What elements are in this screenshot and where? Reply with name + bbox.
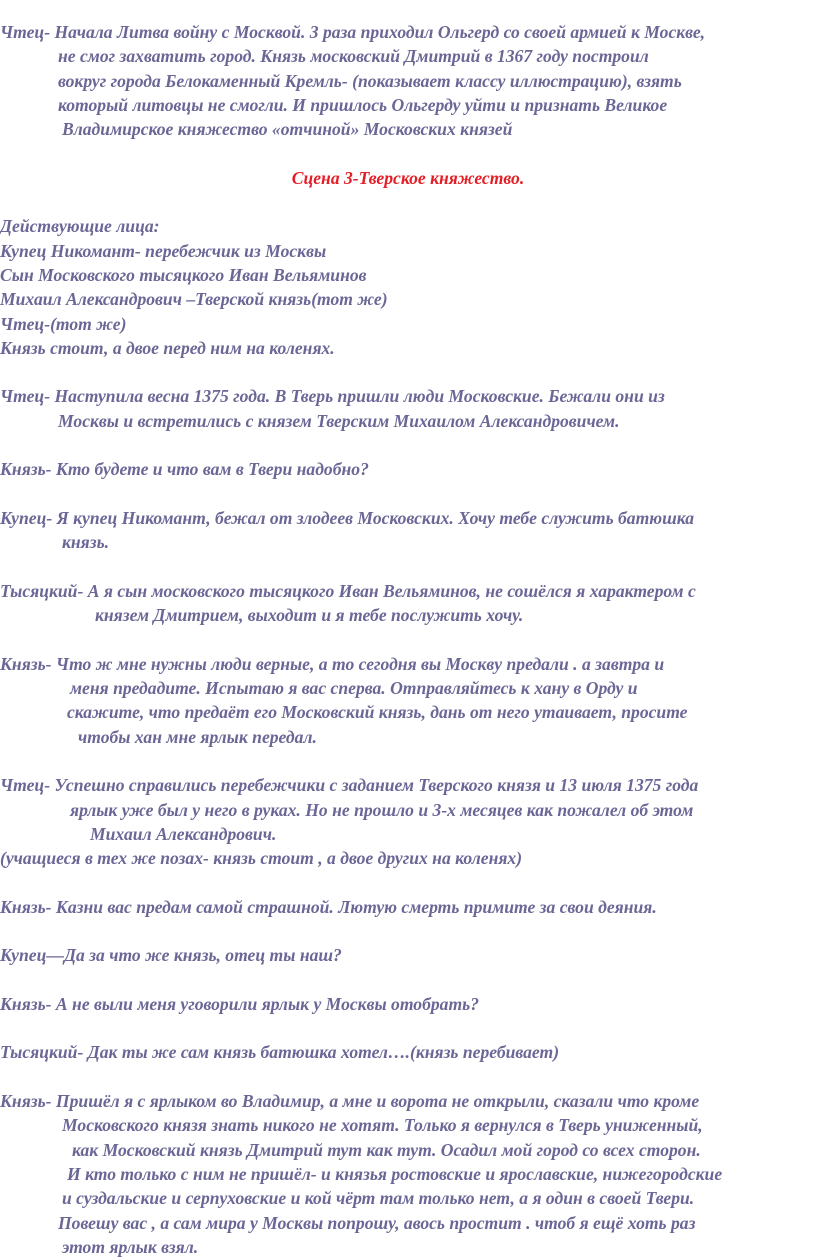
text-line: Князь- Что ж мне нужны люди верные, а то сегодня вы Москву предали . а завтра и bbox=[0, 653, 665, 674]
paragraph bbox=[0, 1089, 816, 1259]
text-line: Тысяцкий- А я сын московского тысяцкого Иван Вельяминов, не сошёлся я характером с bbox=[0, 580, 696, 601]
text-line: Князь стоит, а двое перед ним на коленях. bbox=[0, 337, 335, 358]
text-line: меня предадите. Испытаю я вас сперва. Отправляйтесь к хану в Орду и bbox=[70, 678, 638, 699]
text-line: вокруг города Белокаменный Кремль- (показывает классу иллюстрацию), взять bbox=[58, 70, 682, 91]
text-line: Чтец- Успешно справились перебежчики с заданием Тверского князя и 13 июля 1375 года bbox=[0, 775, 699, 796]
paragraph-spacer bbox=[0, 749, 816, 773]
paragraph-spacer bbox=[0, 1016, 816, 1040]
text-line: Купец—Да за что же князь, отец ты наш? bbox=[0, 945, 342, 966]
text-line: Чтец-(тот же) bbox=[0, 313, 127, 334]
text-line: Действующие лица: bbox=[0, 216, 160, 237]
text-line: Сын Московского тысяцкого Иван Вельяминов bbox=[0, 264, 367, 285]
text-line: (учащиеся в тех же позах- князь стоит , а двое других на коленях) bbox=[0, 848, 523, 869]
text-line: Московского князя знать никого не хотят. Только я вернулся в Тверь униженный, bbox=[62, 1115, 703, 1136]
paragraph bbox=[0, 506, 816, 555]
paragraph-spacer bbox=[0, 627, 816, 651]
paragraph bbox=[0, 214, 816, 360]
text-line: Тысяцкий- Дак ты же сам князь батюшка хотел….(князь перебивает) bbox=[0, 1042, 560, 1063]
text-line: Князь- Казни вас предам самой страшной. Лютую смерть примите за свои деяния. bbox=[0, 896, 657, 917]
paragraph bbox=[0, 652, 816, 749]
paragraph bbox=[0, 384, 816, 433]
paragraph-spacer bbox=[0, 360, 816, 384]
text-line: который литовцы не смогли. И пришлось Ольгерду уйти и признать Великое bbox=[58, 94, 668, 115]
paragraph-spacer bbox=[0, 482, 816, 506]
text-line: Владимирское княжество «отчиной» Московских князей bbox=[62, 119, 513, 140]
text-line: Москвы и встретились с князем Тверским Михаилом Александровичем. bbox=[58, 410, 620, 431]
text-line: Князь- Кто будете и что вам в Твери надобно? bbox=[0, 459, 369, 480]
text-line: не смог захватить город. Князь московский Дмитрий в 1367 году построил bbox=[58, 46, 649, 67]
paragraph-spacer bbox=[0, 870, 816, 894]
paragraph bbox=[0, 20, 816, 141]
paragraph-spacer bbox=[0, 968, 816, 992]
paragraph bbox=[0, 457, 816, 481]
text-line: Князь- Пришёл я с ярлыком во Владимир, а мне и ворота не открыли, сказали что кроме bbox=[0, 1091, 700, 1112]
paragraph bbox=[0, 166, 816, 190]
paragraph bbox=[0, 1040, 816, 1064]
text-line: Князь- А не выли меня уговорили ярлык у Москвы отобрать? bbox=[0, 993, 479, 1014]
text-line: скажите, что предаёт его Московский князь, дань от него утаивает, просите bbox=[67, 702, 688, 723]
paragraph bbox=[0, 579, 816, 628]
paragraph bbox=[0, 895, 816, 919]
text-line: этот ярлык взял. bbox=[62, 1236, 199, 1257]
paragraph-spacer bbox=[0, 919, 816, 943]
paragraph-spacer bbox=[0, 433, 816, 457]
text-line: Купец Никомант- перебежчик из Москвы bbox=[0, 240, 327, 261]
text-line: И кто только с ним не пришёл- и князья ростовские и ярославские, нижегородские bbox=[67, 1163, 723, 1184]
paragraph-spacer bbox=[0, 1065, 816, 1089]
text-line: чтобы хан мне ярлык передал. bbox=[78, 726, 317, 747]
text-line: Чтец- Наступила весна 1375 года. В Тверь пришли люди Московские. Бежали они из bbox=[0, 386, 665, 407]
paragraph-spacer bbox=[0, 190, 816, 214]
text-line: ярлык уже был у него в руках. Но не прошло и 3-х месяцев как пожалел об этом bbox=[70, 799, 694, 820]
paragraph bbox=[0, 773, 816, 870]
text-line: Михаил Александрович –Тверской князь(тот же) bbox=[0, 289, 388, 310]
text-line: Чтец- Начала Литва войну с Москвой. 3 раза приходил Ольгерд со своей армией к Москве, bbox=[0, 22, 706, 42]
scene-title: Сцена 3-Тверское княжество. bbox=[291, 167, 525, 188]
text-line: как Московский князь Дмитрий тут как тут. Осадил мой город со всех сторон. bbox=[72, 1139, 701, 1160]
paragraph bbox=[0, 992, 816, 1016]
text-line: князь. bbox=[62, 532, 110, 553]
paragraph-spacer bbox=[0, 555, 816, 579]
paragraph-spacer bbox=[0, 141, 816, 165]
paragraph bbox=[0, 943, 816, 967]
text-line: и суздальские и серпуховские и кой чёрт там только нет, а я один в своей Твери. bbox=[62, 1188, 695, 1209]
text-line: Купец- Я купец Никомант, бежал от злодеев Московских. Хочу тебе служить батюшка bbox=[0, 507, 695, 528]
text-line: Повешу вас , а сам мира у Москвы попрошу, авось простит . чтоб я ещё хоть раз bbox=[58, 1212, 696, 1233]
text-line: князем Дмитрием, выходит и я тебе послужить хочу. bbox=[95, 605, 524, 626]
text-line: Михаил Александрович. bbox=[90, 823, 277, 844]
